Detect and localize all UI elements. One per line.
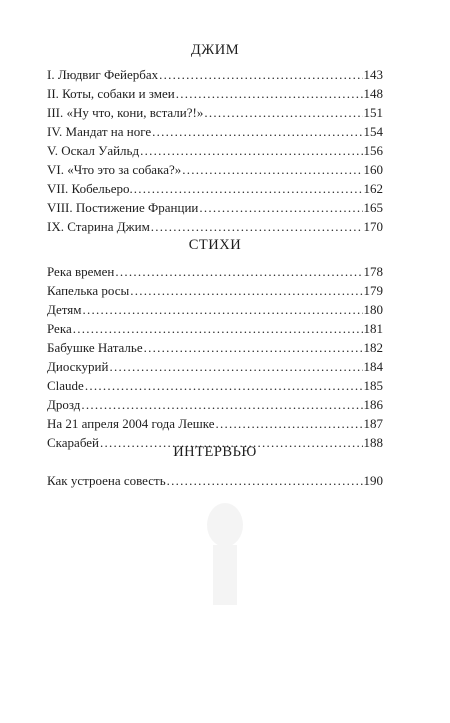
section-title: ИНТЕРВЬЮ (173, 444, 257, 460)
toc-entry-title: На 21 апреля 2004 года Лешке (47, 416, 215, 431)
dot-leader (159, 65, 362, 84)
toc-entry-page-number: 156 (363, 143, 383, 158)
toc-entry-page-number: 165 (363, 200, 383, 215)
toc-entry-title: Бабушке Наталье (47, 340, 143, 355)
toc-entry-page-number: 180 (363, 302, 383, 317)
dot-leader (167, 471, 363, 490)
dot-leader (115, 262, 362, 281)
toc-list (47, 471, 383, 490)
toc-entry-title: Как устроена совесть (47, 473, 166, 488)
toc-entry-title: V. Оскал Уайльд (47, 143, 140, 158)
toc-entry-title: I. Людвиг Фейербах (47, 67, 159, 82)
toc-entry (47, 281, 383, 300)
toc-entry-page-number: 185 (363, 378, 383, 393)
toc-entry-title: Капелька росы (47, 283, 130, 298)
toc-entry (47, 160, 383, 179)
toc-entry-title: VI. «Что это за собака?» (47, 162, 182, 177)
toc-entry-title: VII. Кобельеро. (47, 181, 133, 196)
toc-entry-page-number: 182 (363, 340, 383, 355)
toc-entry (47, 376, 383, 395)
dot-leader (130, 281, 362, 300)
section-title: ДЖИМ (190, 42, 240, 58)
toc-entry-page-number: 151 (363, 105, 383, 120)
dot-leader (134, 179, 363, 198)
toc-entry-page-number: 170 (363, 219, 383, 234)
toc-entry-page-number: 178 (363, 264, 383, 279)
toc-entry-page-number: 154 (363, 124, 383, 139)
dot-leader (151, 217, 363, 236)
toc-entry (47, 103, 383, 122)
toc-entry-title: Детям (47, 302, 82, 317)
toc-entry-title: IX. Старина Джим (47, 219, 150, 234)
toc-entry-page-number: 179 (363, 283, 383, 298)
toc-entry (47, 84, 383, 103)
dot-leader (216, 414, 363, 433)
toc-entry-title: IV. Мандат на ноге (47, 124, 152, 139)
toc-entry (47, 198, 383, 217)
toc-entry-page-number: 186 (363, 397, 383, 412)
toc-entry-page-number: 187 (363, 416, 383, 431)
toc-entry-title: Река времен (47, 264, 115, 279)
toc-entry-title: Скарабей (47, 435, 99, 450)
dot-leader (73, 319, 363, 338)
toc-entry (47, 414, 383, 433)
toc-entry-page-number: 160 (363, 162, 383, 177)
toc-section-jim (47, 40, 383, 236)
toc-entry (47, 357, 383, 376)
toc-entry-title: III. «Ну что, кони, встали?!» (47, 105, 204, 120)
toc-entry-title: Река (47, 321, 72, 336)
dot-leader (81, 395, 362, 414)
toc-entry-page-number: 184 (363, 359, 383, 374)
toc-entry (47, 122, 383, 141)
dot-leader (83, 300, 363, 319)
toc-entry-page-number: 162 (363, 181, 383, 196)
section-title: СТИХИ (188, 237, 242, 253)
toc-entry-page-number: 190 (363, 473, 383, 488)
toc-entry-title: Диоскурий (47, 359, 109, 374)
toc-entry-title: Дрозд (47, 397, 81, 412)
toc-entry (47, 338, 383, 357)
toc-entry-page-number: 188 (363, 435, 383, 450)
toc-entry (47, 300, 383, 319)
toc-entry-page-number: 143 (363, 67, 383, 82)
dot-leader (152, 122, 362, 141)
toc-entry (47, 395, 383, 414)
toc-entry-page-number: 148 (363, 86, 383, 101)
dot-leader (199, 198, 362, 217)
dot-leader (182, 160, 362, 179)
toc-entry (47, 141, 383, 160)
dot-leader (140, 141, 362, 160)
dot-leader (144, 338, 363, 357)
toc-entry-title: VIII. Постижение Франции (47, 200, 199, 215)
toc-entry (47, 262, 383, 281)
toc-list (47, 262, 383, 452)
dot-leader (204, 103, 362, 122)
dot-leader (109, 357, 362, 376)
toc-entry-title: II. Коты, собаки и змеи (47, 86, 175, 101)
toc-list (47, 65, 383, 236)
dot-leader (85, 376, 363, 395)
toc-section-interview (47, 442, 383, 490)
toc-entry (47, 471, 383, 490)
toc-entry (47, 179, 383, 198)
toc-entry-title: Claude (47, 378, 84, 393)
toc-entry (47, 65, 383, 84)
dot-leader (176, 84, 363, 103)
toc-entry (47, 217, 383, 236)
toc-entry (47, 319, 383, 338)
toc-section-poems (47, 235, 383, 452)
faint-watermark-graphic (195, 495, 255, 615)
toc-entry-page-number: 181 (363, 321, 383, 336)
